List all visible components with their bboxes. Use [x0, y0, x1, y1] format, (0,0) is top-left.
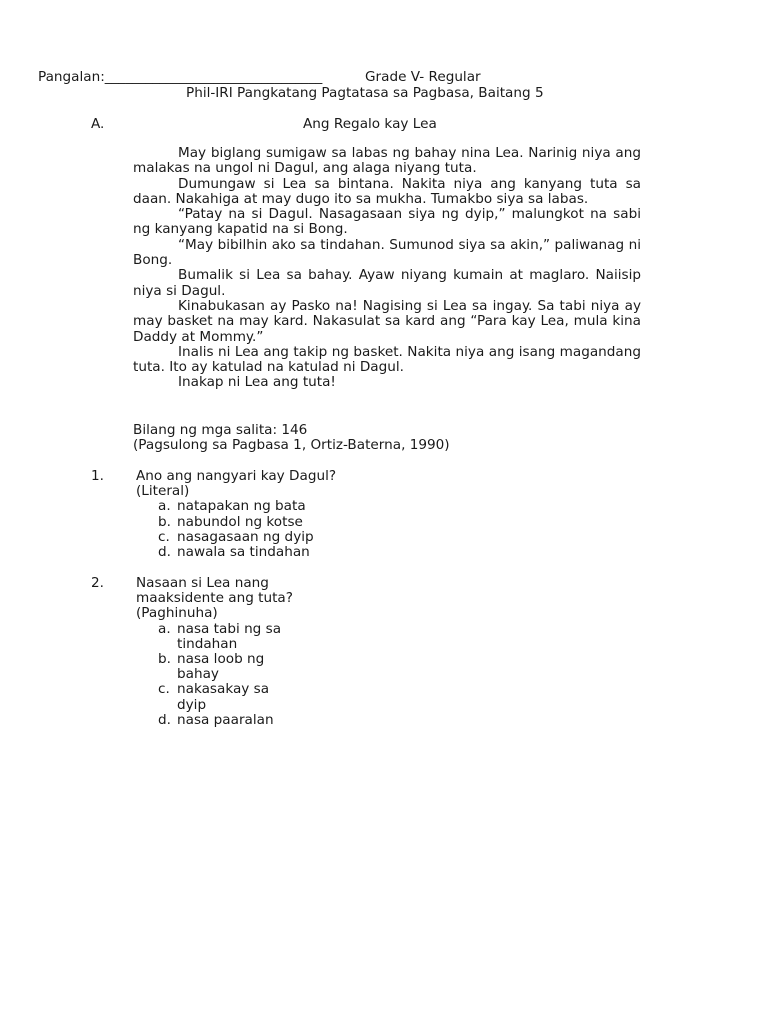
answer-option[interactable] — [158, 713, 288, 728]
question-1 — [136, 469, 336, 560]
question-type: (Paghinuha) — [136, 605, 218, 622]
option-text: nawala sa tindahan — [177, 544, 310, 561]
answer-options — [136, 499, 336, 560]
answer-option[interactable] — [158, 499, 336, 514]
test-subtitle: Phil-IRI Pangkatang Pagtatasa sa Pagbasa, Baitang 5 — [186, 85, 544, 101]
answer-option[interactable] — [158, 652, 288, 682]
option-letter: c. — [158, 681, 170, 698]
answer-option[interactable] — [158, 545, 336, 560]
story-paragraph: May biglang sumigaw sa labas ng bahay nina Lea. Narinig niya ang malakas na ungol ni Dagul, ang alaga niyang tuta. — [133, 145, 641, 177]
story-paragraph: Bumalik si Lea sa bahay. Ayaw niyang kumain at maglaro. Naiisip niya si Dagul. — [133, 267, 641, 299]
option-letter: a. — [158, 620, 171, 637]
question-number: 2. — [91, 575, 104, 591]
answer-option[interactable] — [158, 682, 288, 712]
grade-label: Grade V- Regular — [365, 69, 481, 85]
story-paragraph: Inalis ni Lea ang takip ng basket. Nakita niya ang isang magandang tuta. Ito ay katulad na katulad ni Dagul. — [133, 343, 641, 376]
option-text: nakasakay sa dyip — [177, 681, 270, 713]
answer-option[interactable] — [158, 530, 336, 545]
story-source: (Pagsulong sa Pagbasa 1, Ortiz-Baterna, 1990) — [133, 437, 450, 453]
option-letter: a. — [158, 498, 171, 515]
option-text: natapakan ng bata — [177, 498, 306, 515]
story-title: Ang Regalo kay Lea — [303, 116, 437, 132]
question-text: Nasaan si Lea nang — [136, 575, 269, 591]
name-line — [38, 70, 322, 85]
option-text: nasa paaralan — [177, 711, 274, 728]
answer-options — [136, 622, 288, 728]
name-label: Pangalan: — [38, 69, 105, 85]
question-text: Ano ang nangyari kay Dagul? — [136, 468, 337, 484]
story-paragraph: “May bibilhin ako sa tindahan. Sumunod siya sa akin,” paliwanag ni Bong. — [133, 236, 641, 269]
question-number: 1. — [91, 468, 104, 484]
story-paragraph: Dumungaw si Lea sa bintana. Nakita niya ang kanyang tuta sa daan. Nakahiga at may dugo ito sa mukha. Tumakbo siya sa labas. — [133, 175, 641, 207]
story-paragraph: Inakap ni Lea ang tuta! — [178, 374, 336, 391]
answer-option[interactable] — [158, 622, 288, 652]
option-letter: d. — [158, 711, 171, 728]
story-paragraph: “Patay na si Dagul. Nasagasaan siya ng dyip,” malungkot na sabi ng kanyang kapatid na si Bong. — [133, 206, 641, 238]
option-letter: b. — [158, 651, 171, 668]
option-text: nabundol ng kotse — [177, 513, 303, 530]
option-letter: d. — [158, 544, 171, 561]
question-text: maaksidente ang tuta? — [136, 590, 293, 607]
question-type: (Literal) — [136, 483, 190, 500]
answer-option[interactable] — [158, 515, 336, 530]
option-text: nasagasaan ng dyip — [177, 528, 314, 545]
section-label: A. — [91, 116, 105, 132]
story-paragraph: Kinabukasan ay Pasko na! Nagising si Lea sa ingay. Sa tabi niya ay may basket na may kard. Nakasulat sa kard ang “Para kay Lea, mula kina Daddy at Mommy.” — [133, 297, 641, 345]
story-text — [133, 146, 641, 391]
option-letter: c. — [158, 528, 170, 545]
question-2 — [136, 576, 293, 728]
option-letter: b. — [158, 513, 171, 530]
word-count: Bilang ng mga salita: 146 — [133, 422, 308, 438]
option-text: nasa loob ng bahay — [177, 651, 265, 683]
option-text: nasa tabi ng sa tindahan — [177, 620, 282, 652]
name-blank[interactable]: ________________________________ — [104, 69, 323, 85]
